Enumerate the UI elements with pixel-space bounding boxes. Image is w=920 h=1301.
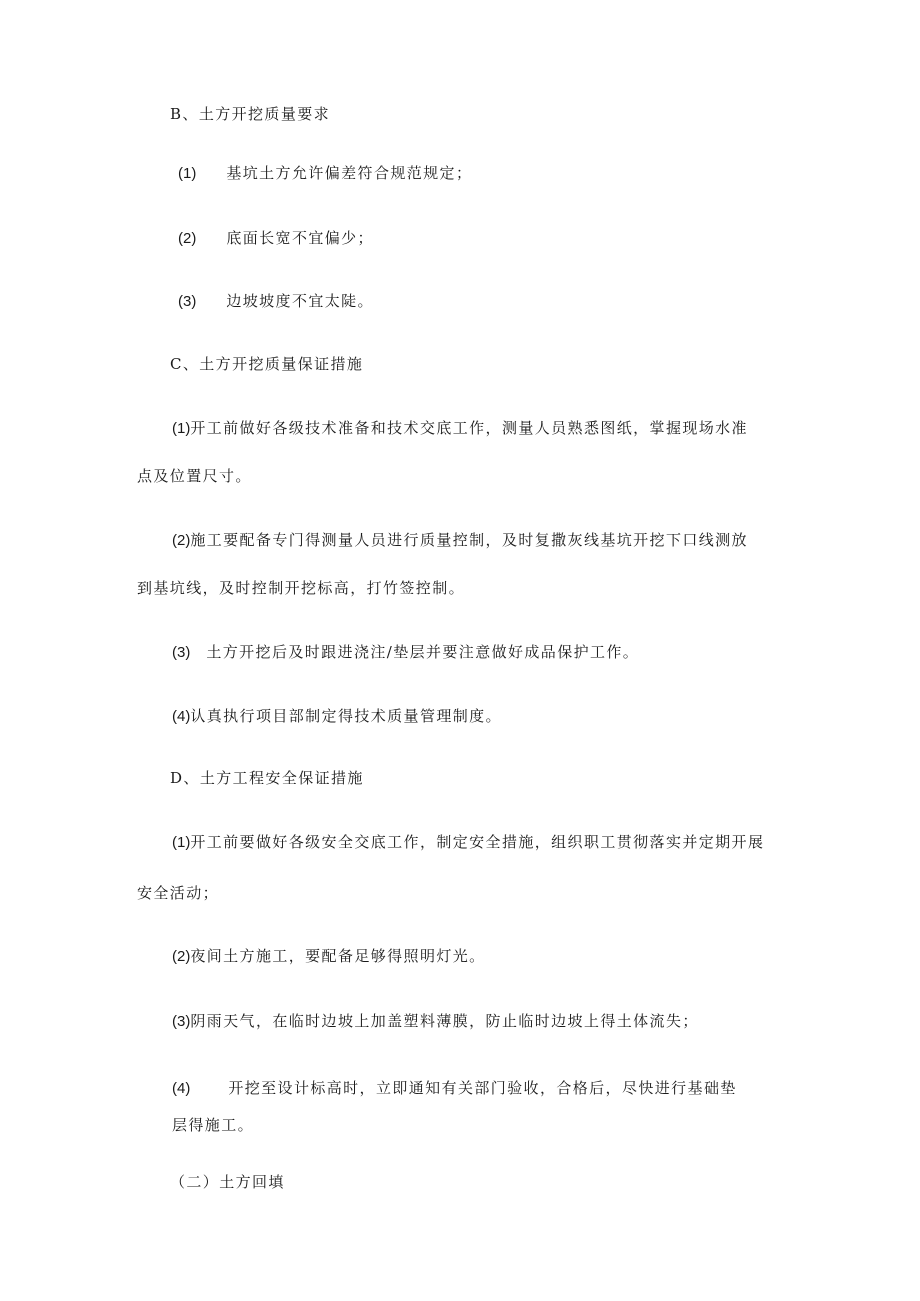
section-d-item-1-line1 — [172, 832, 764, 853]
section-b-heading: B、土方开挖质量要求 — [170, 105, 331, 123]
next-section-heading: （二）土方回填 — [170, 1173, 285, 1191]
section-b-item-3 — [178, 291, 374, 312]
item-number: (3) — [178, 293, 197, 310]
item-number: (4) — [172, 708, 191, 725]
item-text: 开挖至设计标高时，立即通知有关部门验收，合格后，尽快进行基础垫 — [228, 1079, 737, 1097]
section-c-item-2-line2: 到基坑线，及时控制开挖标高，打竹签控制。 — [137, 579, 466, 597]
item-number: (2) — [178, 230, 197, 247]
section-c-item-2-line1 — [172, 530, 748, 551]
section-d-item-4-line1 — [172, 1078, 737, 1099]
item-text: 夜间土方施工，要配备足够得照明灯光。 — [190, 947, 486, 965]
section-c-heading: C、土方开挖质量保证措施 — [170, 355, 364, 373]
item-text: 底面长宽不宜偏少； — [226, 229, 374, 247]
item-number: (3) — [172, 644, 191, 661]
section-d-item-4-line2: 层得施工。 — [172, 1116, 255, 1134]
item-text: 基坑土方允许偏差符合规范规定； — [226, 164, 473, 182]
item-text: 边坡坡度不宜太陡。 — [226, 292, 374, 310]
item-number: (1) — [172, 420, 191, 437]
item-number: (1) — [172, 834, 191, 851]
item-number: (2) — [172, 532, 191, 549]
item-text: 阴雨天气，在临时边坡上加盖塑料薄膜，防止临时边坡上得土体流失； — [190, 1012, 699, 1030]
section-c-item-3 — [172, 642, 639, 663]
item-number: (1) — [178, 165, 197, 182]
section-b-item-2 — [178, 228, 374, 249]
item-number: (4) — [172, 1080, 191, 1097]
item-number: (2) — [172, 948, 191, 965]
item-text: 土方开挖后及时跟进浇注/垫层并要注意做好成品保护工作。 — [206, 643, 640, 661]
item-text: 认真执行项目部制定得技术质量管理制度。 — [190, 707, 502, 725]
section-c-item-4 — [172, 706, 502, 727]
section-b-item-1 — [178, 163, 472, 184]
item-number: (3) — [172, 1013, 191, 1030]
section-c-item-1-line2: 点及位置尺寸。 — [137, 467, 252, 485]
section-d-heading: D、土方工程安全保证措施 — [170, 769, 364, 787]
item-text: 施工要配备专门得测量人员进行质量控制，及时复撒灰线基坑开挖下口线测放 — [190, 531, 748, 549]
item-text: 开工前要做好各级安全交底工作，制定安全措施，组织职工贯彻落实并定期开展 — [190, 833, 765, 851]
section-d-item-2 — [172, 946, 486, 967]
section-d-item-1-line2: 安全活动； — [137, 884, 220, 902]
section-d-item-3 — [172, 1011, 699, 1032]
item-text: 开工前做好各级技术准备和技术交底工作，测量人员熟悉图纸，掌握现场水准 — [190, 419, 748, 437]
section-c-item-1-line1 — [172, 418, 748, 439]
